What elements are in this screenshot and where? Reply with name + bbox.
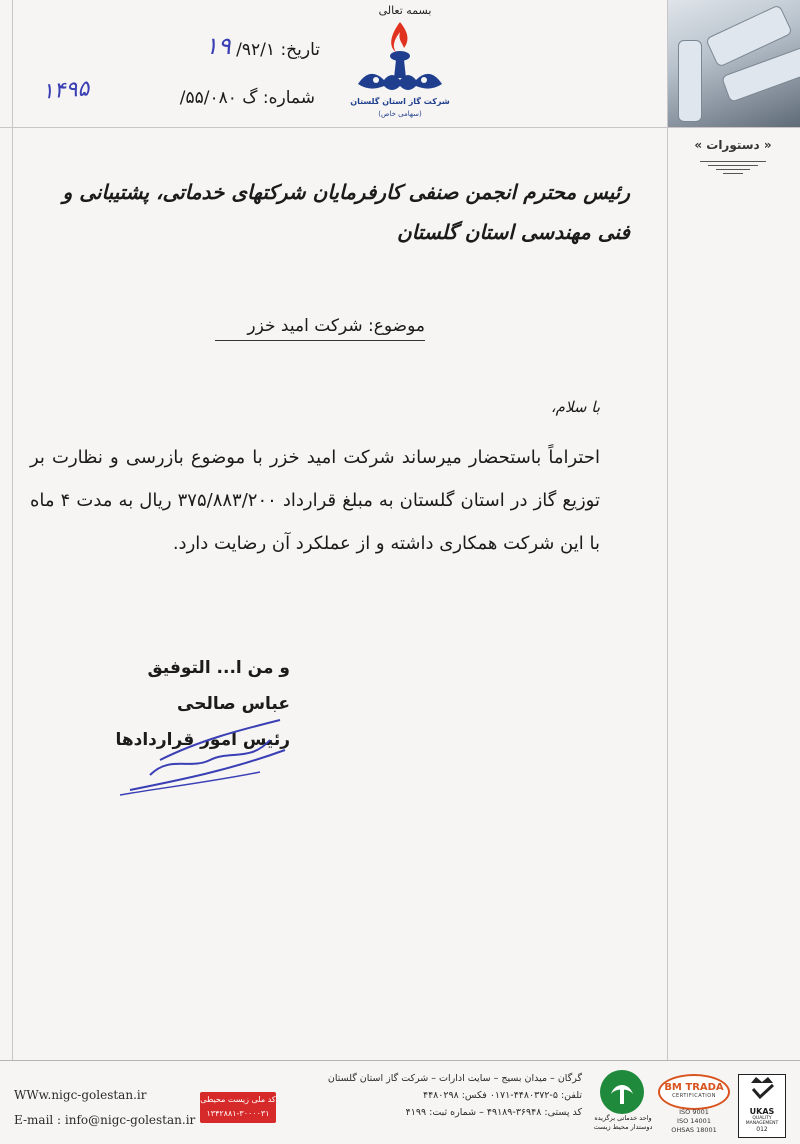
ukas-title: UKAS — [749, 1107, 775, 1116]
iso-line: ISO 9001 — [679, 1108, 709, 1116]
signature-icon — [100, 700, 300, 800]
footer-address — [288, 1070, 582, 1121]
instructions-lines — [700, 158, 766, 177]
greeting: با سلام، — [550, 398, 600, 416]
signer-name: عباس صالحی — [177, 694, 290, 714]
subject-line: موضوع: شرکت امید خزر — [215, 316, 425, 341]
company-logo-icon — [350, 18, 450, 98]
handwritten-reference: ۱۴۹۵ — [41, 76, 91, 105]
ukas-number: 012 — [756, 1126, 768, 1133]
side-column-rule — [667, 0, 668, 1060]
phone-fax: تلفن: ۵-۴۴۸۰۳۷۲-۰۱۷۱ فکس: ۴۴۸۰۲۹۸ — [422, 1090, 582, 1101]
footer-contacts — [14, 1083, 195, 1133]
closing-phrase: و من ا... التوفیق — [147, 658, 290, 678]
crown-check-icon — [747, 1075, 777, 1101]
bismillah: بسمه تعالی — [378, 4, 432, 17]
green-unit-label: واحد خدماتی برگزیده دوستدار محیط زیست — [593, 1114, 653, 1131]
website-link[interactable]: WWw.nigc-golestan.ir — [14, 1088, 147, 1102]
ukas-sub: QUALITY MANAGEMENT — [745, 1116, 779, 1126]
header-rule — [0, 127, 800, 128]
number-row — [130, 88, 315, 108]
iso-line: OHSAS 18001 — [671, 1126, 717, 1134]
footer-rule — [0, 1060, 800, 1061]
letter-body: احتراماً باستحضار میرساند شرکت امید خزر با موضوع بازرسی و نظارت بر توزیع گاز در استان گلستان به مبلغ قرارداد ۳۷۵/۸۸۳/۲۰۰ ریال به مدت ۴ ماه با این شرکت همکاری داشته و از عملکرد آن رضایت دارد. — [30, 447, 600, 554]
iso-list — [666, 1108, 722, 1135]
env-code-label: کد ملی زیست محیطی — [200, 1095, 276, 1104]
address: گرگان – میدان بسیج – سایت ادارات – شرکت گاز استان گلستان — [327, 1073, 582, 1084]
postal-code: کد پستی: ۳۶۹۴۸-۴۹۱۸۹ – شماره ثبت: ۴۱۹۹ — [405, 1107, 582, 1118]
date-value: ۹۲/۱/ — [236, 40, 276, 60]
green-unit-icon — [597, 1068, 647, 1116]
addressee — [30, 172, 630, 252]
margin-rule — [12, 0, 13, 1060]
number-value: گ ۵۵/۰۸۰/ — [179, 88, 258, 108]
company-type: (سهامی خاص) — [378, 110, 422, 118]
email-link[interactable]: E-mail : info@nigc-golestan.ir — [14, 1113, 196, 1127]
number-label: شماره: — [262, 88, 315, 108]
addressee-line-1: رئیس محترم انجمن صنفی کارفرمایان شرکتهای خدماتی، پشتیبانی و — [62, 180, 630, 204]
company-name: شرکت گاز استان گلستان — [350, 97, 450, 106]
instructions-label: « دستورات » — [694, 138, 772, 152]
signer-title: رئیس امور قراردادها — [115, 730, 290, 750]
env-code-value: ۱۳۴۲۸۸۱-۳۰۰۰۰۳۱ — [206, 1109, 270, 1118]
bm-trada-logo-icon — [658, 1074, 730, 1110]
bm-trada-sub: CERTIFICATION — [672, 1093, 716, 1099]
addressee-line-2: فنی مهندسی استان گلستان — [397, 220, 630, 244]
environment-code-badge — [200, 1092, 276, 1123]
bm-trada-title: BM TRADA — [664, 1082, 724, 1093]
header-photo — [668, 0, 800, 127]
ukas-logo-icon — [738, 1074, 786, 1138]
handwritten-day: ۱۹ — [205, 32, 231, 60]
iso-line: ISO 14001 — [677, 1117, 711, 1125]
date-label: تاریخ: — [280, 40, 320, 60]
